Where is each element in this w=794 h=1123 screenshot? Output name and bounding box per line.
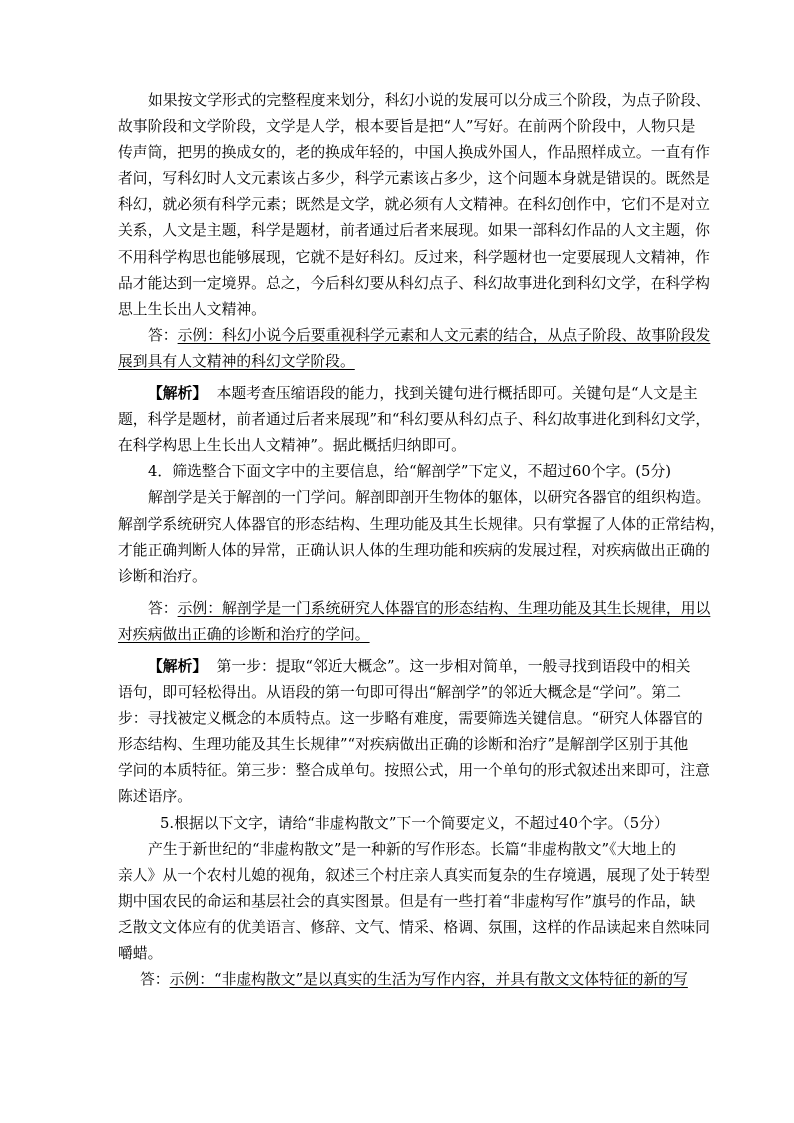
text-line: 品才能达到一定境界。总之，今后科幻要从科幻点子、科幻故事进化到科幻文学，在科学构 bbox=[118, 274, 710, 292]
text-line: 故事阶段和文学阶段，文学是人学，根本要旨是把“人”写好。在前两个阶段中，人物只是 bbox=[118, 118, 696, 136]
answer-text: 科幻小说今后要重视科学元素和人文元素的结合，从点子阶段、故事阶段发 bbox=[222, 326, 711, 344]
analysis-3 bbox=[118, 381, 711, 459]
answer-line bbox=[118, 323, 711, 349]
text-line: 如果按文学形式的完整程度来划分，科幻小说的发展可以分成三个阶段，为点子阶段、 bbox=[148, 92, 711, 109]
analysis-line bbox=[118, 654, 691, 680]
analysis-line: 形态结构、生理功能及其生长规律”“对疾病做出正确的诊断和治疗”是解剖学区别于其他 bbox=[118, 736, 689, 754]
text-line: 嚼蜡。 bbox=[118, 945, 163, 962]
passage-anatomy bbox=[118, 485, 725, 589]
answer-3 bbox=[118, 323, 711, 375]
text-line: 才能正确判断人体的异常，正确认识人体的生理功能和疾病的发展过程，对疾病做出正确的 bbox=[118, 541, 710, 559]
analysis-text: 第一步：提取“邻近大概念”。这一步相对简单，一般寻找到语段中的相关 bbox=[216, 657, 691, 675]
passage-sci-fi bbox=[118, 88, 711, 323]
answer-label: 答： bbox=[148, 599, 178, 617]
document-page bbox=[118, 88, 725, 993]
text-line: 解剖学系统研究人体器官的形态结构、生理功能及其生长规律。只有掌握了人体的正常结构， bbox=[118, 515, 725, 533]
answer-line bbox=[118, 622, 676, 648]
analysis-text: 本题考查压缩语段的能力，找到关键句进行概括即可。关键句是“人文是主 bbox=[216, 385, 698, 403]
passage-nonfiction bbox=[118, 837, 710, 967]
analysis-line bbox=[118, 381, 698, 407]
answer-4 bbox=[118, 596, 711, 648]
question-4: 4．筛选整合下面文字中的主要信息，给“解剖学”下定义，不超过60个字。(5分) bbox=[148, 463, 672, 481]
text-line: 亲人》从一个农村儿媳的视角，叙述三个村庄亲人真实而复杂的生存境遇，展现了处于转型 bbox=[118, 866, 710, 884]
answer-5 bbox=[118, 967, 688, 993]
analysis-tag: 【解析】 bbox=[148, 385, 208, 403]
text-line: 解剖学是关于解剖的一门学问。解剖即剖开生物体的躯体，以研究各器官的组织构造。 bbox=[148, 489, 711, 507]
text-line: 不用科学构思也能够展现，它就不是好科幻。反过来，科学题材也一定要展现人文精神，作 bbox=[118, 248, 710, 266]
analysis-line: 陈述语序。 bbox=[118, 788, 192, 806]
answer-line bbox=[118, 596, 711, 622]
answer-text: 对疾病做出正确的诊断和治疗的学问。 bbox=[118, 625, 370, 643]
text-line: 乏散文文体应有的优美语言、修辞、文气、情采、格调、氛围，这样的作品读起来自然味同 bbox=[118, 918, 710, 936]
analysis-line: 语句，即可轻松得出。从语段的第一句即可得出“解剖学”的邻近大概念是“学问”。第二 bbox=[118, 684, 681, 702]
text-line: 科幻，就必须有科学元素；既然是文学，就必须有人文精神。在科幻创作中，它们不是对立 bbox=[118, 196, 710, 214]
text-line: 传声筒，把男的换成女的，老的换成年轻的，中国人换成外国人，作品照样成立。一直有作 bbox=[118, 144, 710, 162]
answer-line bbox=[118, 349, 676, 375]
text-line: 期中国农民的命运和基层社会的真实图景。但是有一些打着“非虚构写作”旗号的作品，缺 bbox=[118, 892, 696, 910]
example-label: 示例： bbox=[177, 599, 223, 617]
answer-line bbox=[118, 967, 688, 993]
answer-text: 解剖学是一门系统研究人体器官的形态结构、生理功能及其生长规律，用以 bbox=[222, 599, 711, 617]
analysis-line: 步：寻找被定义概念的本质特点。这一步略有难度，需要筛选关键信息。“研究人体器官的 bbox=[118, 710, 703, 728]
text-line: 诊断和治疗。 bbox=[118, 567, 207, 585]
example-label: 示例： bbox=[177, 326, 223, 344]
analysis-line: 题，科学是题材，前者通过后者来展现”和“科幻要从科幻点子、科幻故事进化到科幻文学， bbox=[118, 411, 711, 429]
analysis-line: 在科学构思上生长出人文精神”。据此概括归纳即可。 bbox=[118, 437, 466, 455]
answer-label: 答： bbox=[140, 971, 170, 989]
answer-label: 答： bbox=[148, 326, 178, 344]
answer-text: 展到具有人文精神的科幻文学阶段。 bbox=[118, 352, 355, 370]
analysis-4 bbox=[118, 654, 710, 811]
question-5: 5.根据以下文字，请给“非虚构散文”下一个简要定义，不超过40个字。（5分） bbox=[160, 814, 669, 832]
text-line: 思上生长出人文精神。 bbox=[118, 300, 266, 318]
answer-text: “非虚构散文”是以真实的生活为写作内容，并具有散文文体特征的新的写 bbox=[214, 971, 688, 989]
text-line: 产生于新世纪的“非虚构散文”是一种新的写作形态。长篇“非虚构散文”《大地上的 bbox=[148, 840, 676, 858]
analysis-line: 学问的本质特征。第三步：整合成单句。按照公式，用一个单句的形式叙述出来即可，注意 bbox=[118, 762, 710, 780]
text-line: 者问，写科幻时人文元素该占多少，科学元素该占多少，这个问题本身就是错误的。既然是 bbox=[118, 170, 710, 188]
text-line: 关系，人文是主题，科学是题材，前者通过后者来展现。如果一部科幻作品的人文主题，你 bbox=[118, 222, 710, 240]
example-label: 示例： bbox=[169, 971, 215, 989]
analysis-tag: 【解析】 bbox=[148, 657, 208, 675]
